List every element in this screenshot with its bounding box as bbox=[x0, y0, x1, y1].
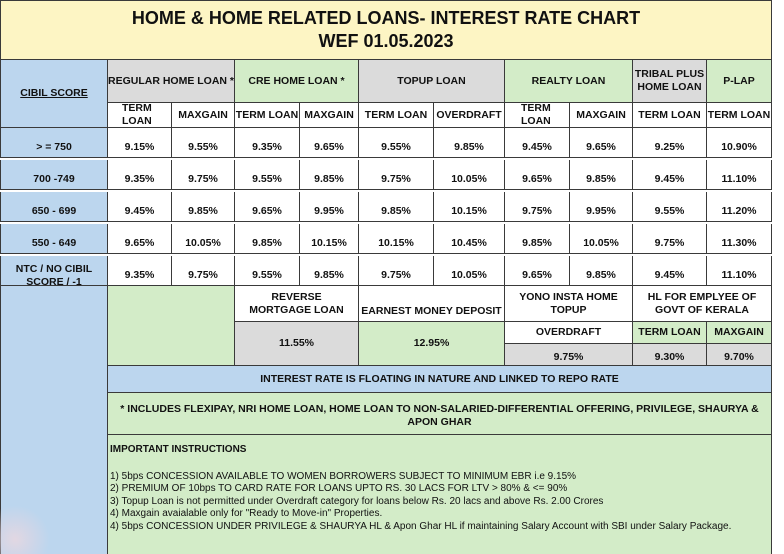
rate-cell: 9.75% bbox=[172, 160, 235, 190]
rate-cell: 9.75% bbox=[505, 192, 570, 222]
subheader-plap-term: TERM LOAN bbox=[707, 103, 772, 128]
govt-kerala-maxgain-label: MAXGAIN bbox=[707, 322, 772, 344]
cibil-row-label: NTC / NO CIBIL SCORE / -1 bbox=[0, 256, 108, 286]
extra-blank-cell bbox=[108, 286, 235, 366]
subheader-regular-term: TERM LOAN bbox=[108, 103, 172, 128]
rate-cell: 9.85% bbox=[235, 224, 300, 254]
rate-cell: 9.35% bbox=[108, 160, 172, 190]
header-p-lap: P-LAP bbox=[707, 60, 772, 103]
header-cre-home-loan: CRE HOME LOAN * bbox=[235, 60, 359, 103]
rate-cell: 9.85% bbox=[570, 160, 633, 190]
rate-cell: 9.95% bbox=[570, 192, 633, 222]
floating-rate-note: INTEREST RATE IS FLOATING IN NATURE AND LINKED TO REPO RATE bbox=[108, 366, 772, 393]
subheader-realty-maxgain: MAXGAIN bbox=[570, 103, 633, 128]
rate-cell: 9.55% bbox=[172, 128, 235, 158]
header-tribal-plus: TRIBAL PLUS HOME LOAN bbox=[633, 60, 707, 103]
subheader-cre-term: TERM LOAN bbox=[235, 103, 300, 128]
instruction-item: 2) PREMIUM OF 10bps TO CARD RATE FOR LOANS UPTO RS. 30 LACS FOR LTV > 80% & <= 90% bbox=[110, 483, 568, 494]
subheader-cre-maxgain: MAXGAIN bbox=[300, 103, 359, 128]
rate-cell: 11.20% bbox=[707, 192, 772, 222]
yono-insta-title: YONO INSTA HOME TOPUP bbox=[505, 286, 633, 322]
earnest-money-title: EARNEST MONEY DEPOSIT bbox=[359, 286, 505, 322]
reverse-mortgage-title: REVERSE MORTGAGE LOAN bbox=[235, 286, 359, 322]
rate-cell: 9.45% bbox=[505, 128, 570, 158]
govt-kerala-title: HL FOR EMPLYEE OF GOVT OF KERALA bbox=[633, 286, 772, 322]
important-instructions bbox=[108, 435, 772, 554]
instruction-item: 3) Topup Loan is not permitted under Overdraft category for loans below Rs. 20 lacs and above Rs. 2.00 Crores bbox=[110, 495, 604, 507]
cibil-score-header: CIBIL SCORE bbox=[0, 60, 108, 128]
rate-cell: 9.85% bbox=[300, 160, 359, 190]
rate-cell: 9.25% bbox=[633, 128, 707, 158]
rate-cell: 9.55% bbox=[235, 256, 300, 286]
header-topup-loan: TOPUP LOAN bbox=[359, 60, 505, 103]
rate-cell: 9.85% bbox=[570, 256, 633, 286]
instruction-item: 1) 5bps CONCESSION AVAILABLE TO WOMEN BORROWERS SUBJECT TO MINIMUM EBR i.e 9.15% bbox=[110, 470, 577, 482]
rate-cell: 10.05% bbox=[434, 160, 505, 190]
cibil-row-label: > = 750 bbox=[0, 128, 108, 158]
instruction-item: 4) 5bps CONCESSION UNDER PRIVILEGE & SHAURYA HL & Apon Ghar HL if maintaining Salary Account with SBI under Salary Package. bbox=[110, 520, 732, 532]
rate-cell: 9.45% bbox=[633, 160, 707, 190]
header-regular-home-loan: REGULAR HOME LOAN * bbox=[108, 60, 235, 103]
rate-cell: 11.10% bbox=[707, 160, 772, 190]
chart-title-line1: HOME & HOME RELATED LOANS- INTEREST RATE CHART bbox=[131, 7, 641, 28]
subheader-realty-term: TERM LOAN bbox=[505, 103, 570, 128]
rate-cell: 9.95% bbox=[300, 192, 359, 222]
chart-title-line2: WEF 01.05.2023 bbox=[318, 31, 454, 51]
reverse-mortgage-rate: 11.55% bbox=[235, 322, 359, 366]
subheader-regular-maxgain: MAXGAIN bbox=[172, 103, 235, 128]
govt-kerala-term-label: TERM LOAN bbox=[633, 322, 707, 344]
rate-cell: 9.45% bbox=[633, 256, 707, 286]
rate-cell: 9.85% bbox=[172, 192, 235, 222]
rate-cell: 10.05% bbox=[434, 256, 505, 286]
rate-cell: 9.55% bbox=[359, 128, 434, 158]
rate-cell: 10.15% bbox=[300, 224, 359, 254]
yono-overdraft-rate: 9.75% bbox=[505, 344, 633, 366]
corner-blur bbox=[0, 505, 50, 554]
instruction-item: 4) Maxgain avaialable only for "Ready to Move-in" Properties. bbox=[110, 508, 383, 519]
cibil-row-label: 700 -749 bbox=[0, 160, 108, 190]
includes-note: * INCLUDES FLEXIPAY, NRI HOME LOAN, HOME LOAN TO NON-SALARIED-DIFFERENTIAL OFFERING, PRIVILEGE, SHAURYA & APON GHAR bbox=[108, 393, 772, 435]
rate-cell: 9.75% bbox=[172, 256, 235, 286]
rate-cell: 10.15% bbox=[359, 224, 434, 254]
rate-cell: 9.75% bbox=[359, 160, 434, 190]
rate-cell: 10.05% bbox=[570, 224, 633, 254]
rate-cell: 11.10% bbox=[707, 256, 772, 286]
rate-cell: 9.65% bbox=[505, 160, 570, 190]
subheader-topup-term: TERM LOAN bbox=[359, 103, 434, 128]
rate-cell: 9.75% bbox=[359, 256, 434, 286]
rate-cell: 9.15% bbox=[108, 128, 172, 158]
rate-cell: 9.85% bbox=[505, 224, 570, 254]
subheader-topup-overdraft: OVERDRAFT bbox=[434, 103, 505, 128]
rate-cell: 9.55% bbox=[633, 192, 707, 222]
rate-cell: 9.45% bbox=[108, 192, 172, 222]
rate-cell: 9.85% bbox=[359, 192, 434, 222]
earnest-money-rate: 12.95% bbox=[359, 322, 505, 366]
rate-cell: 9.65% bbox=[505, 256, 570, 286]
govt-kerala-term-rate: 9.30% bbox=[633, 344, 707, 366]
rate-cell: 11.30% bbox=[707, 224, 772, 254]
rate-cell: 9.65% bbox=[235, 192, 300, 222]
rate-cell: 9.65% bbox=[300, 128, 359, 158]
rate-cell: 10.90% bbox=[707, 128, 772, 158]
cibil-row-label: 550 - 649 bbox=[0, 224, 108, 254]
rate-cell: 9.65% bbox=[108, 224, 172, 254]
rate-cell: 9.85% bbox=[300, 256, 359, 286]
rate-cell: 9.75% bbox=[633, 224, 707, 254]
cibil-row-label: 650 - 699 bbox=[0, 192, 108, 222]
header-realty-loan: REALTY LOAN bbox=[505, 60, 633, 103]
govt-kerala-maxgain-rate: 9.70% bbox=[707, 344, 772, 366]
rate-cell: 9.55% bbox=[235, 160, 300, 190]
subheader-tribal-term: TERM LOAN bbox=[633, 103, 707, 128]
instructions-heading: IMPORTANT INSTRUCTIONS bbox=[110, 444, 247, 455]
rate-cell: 9.35% bbox=[108, 256, 172, 286]
chart-title bbox=[0, 0, 772, 60]
yono-overdraft-label: OVERDRAFT bbox=[505, 322, 633, 344]
rate-cell: 9.65% bbox=[570, 128, 633, 158]
rate-cell: 10.05% bbox=[172, 224, 235, 254]
rate-cell: 9.35% bbox=[235, 128, 300, 158]
rate-cell: 9.85% bbox=[434, 128, 505, 158]
rate-cell: 10.15% bbox=[434, 192, 505, 222]
rate-cell: 10.45% bbox=[434, 224, 505, 254]
